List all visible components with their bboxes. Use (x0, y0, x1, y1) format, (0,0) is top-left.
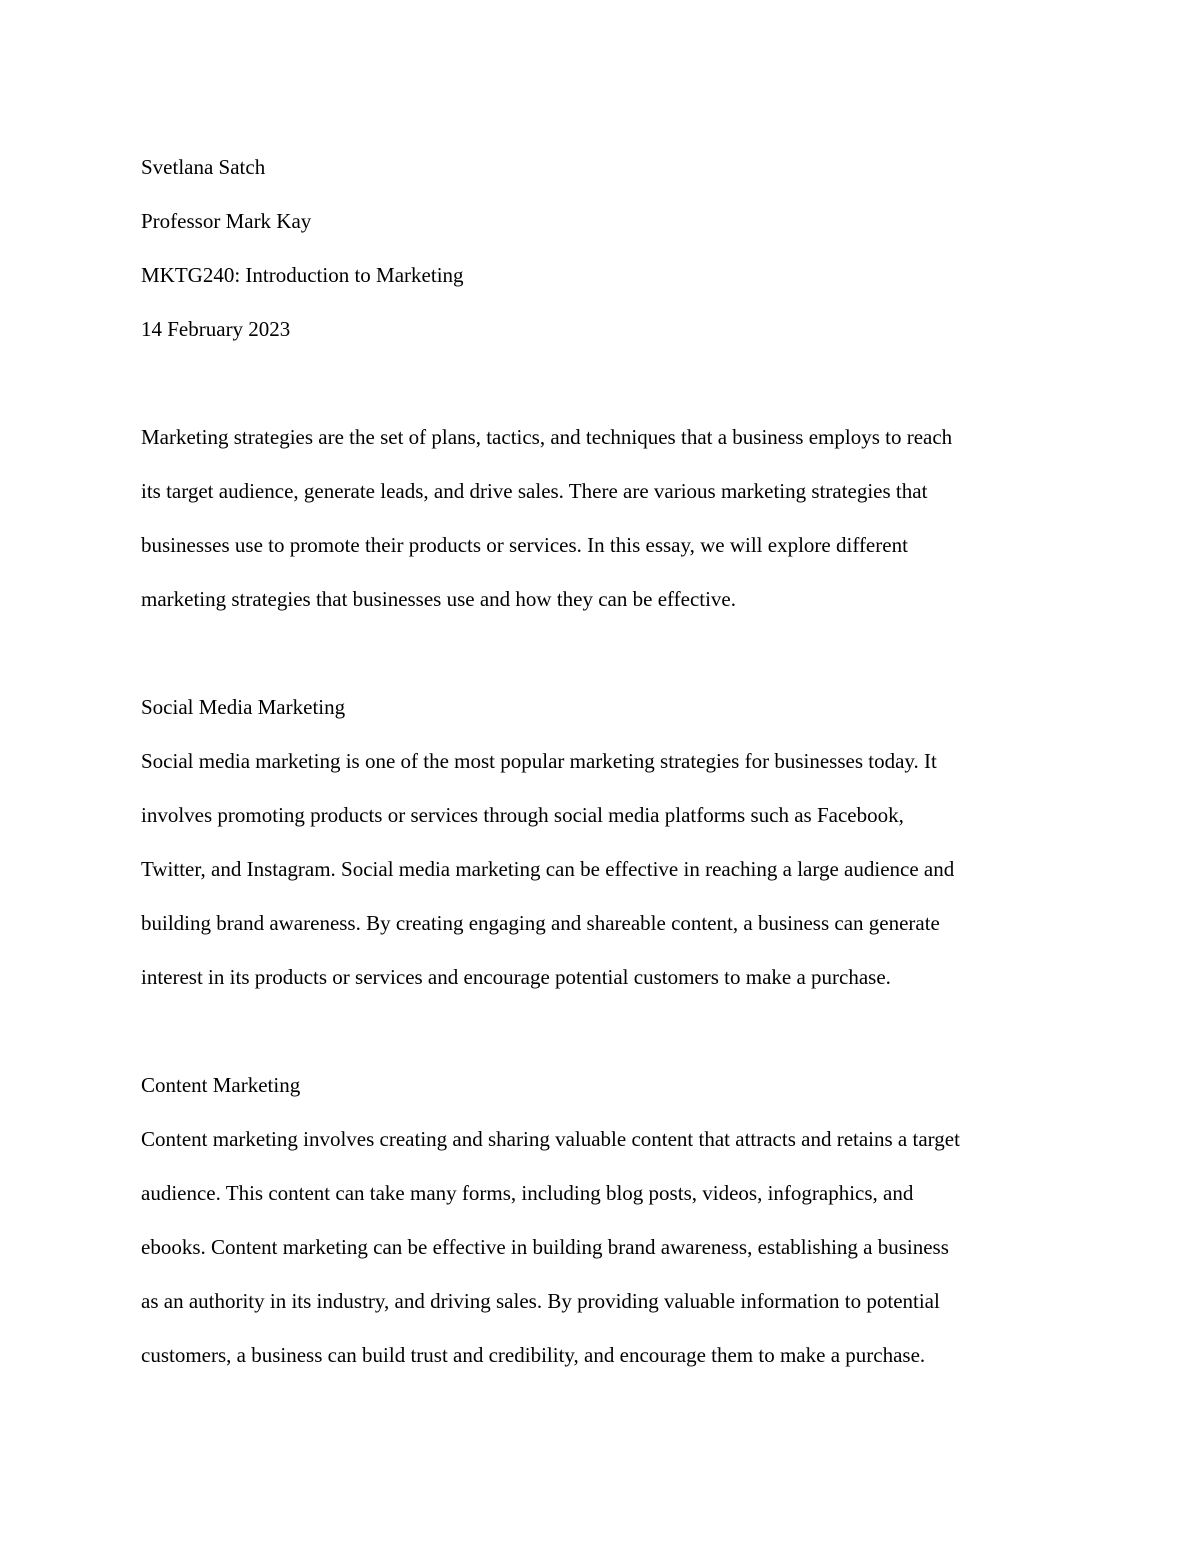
professor-name: Professor Mark Kay (141, 209, 312, 233)
section-content-marketing (141, 1058, 1066, 1382)
section-line: audience. This content can take many forms, including blog posts, videos, infographics, and (141, 1181, 914, 1205)
section-line: customers, a business can build trust and credibility, and encourage them to make a purchase. (141, 1343, 926, 1367)
section-line: as an authority in its industry, and driving sales. By providing valuable information to potential (141, 1289, 940, 1313)
section-social-media-marketing (141, 680, 1066, 1004)
section-line: Social media marketing is one of the most popular marketing strategies for businesses today. It (141, 749, 937, 773)
section-line: Twitter, and Instagram. Social media marketing can be effective in reaching a large audience and (141, 857, 955, 881)
section-line: ebooks. Content marketing can be effective in building brand awareness, establishing a business (141, 1235, 949, 1259)
section-line: building brand awareness. By creating engaging and shareable content, a business can generate (141, 911, 940, 935)
header-block (141, 140, 1066, 356)
intro-line: its target audience, generate leads, and drive sales. There are various marketing strategies that (141, 479, 928, 503)
intro-line: businesses use to promote their products or services. In this essay, we will explore different (141, 533, 908, 557)
section-heading: Social Media Marketing (141, 695, 346, 719)
section-line: Content marketing involves creating and sharing valuable content that attracts and retains a target (141, 1127, 960, 1151)
section-heading: Content Marketing (141, 1073, 301, 1097)
essay-date: 14 February 2023 (141, 317, 291, 341)
intro-line: Marketing strategies are the set of plans, tactics, and techniques that a business employs to reach (141, 425, 953, 449)
section-line: interest in its products or services and encourage potential customers to make a purchase. (141, 965, 891, 989)
intro-paragraph (141, 410, 1066, 626)
course-title: MKTG240: Introduction to Marketing (141, 263, 464, 287)
section-line: involves promoting products or services through social media platforms such as Facebook, (141, 803, 904, 827)
document-body (141, 140, 1066, 1382)
intro-line: marketing strategies that businesses use and how they can be effective. (141, 587, 737, 611)
author-name: Svetlana Satch (141, 155, 266, 179)
